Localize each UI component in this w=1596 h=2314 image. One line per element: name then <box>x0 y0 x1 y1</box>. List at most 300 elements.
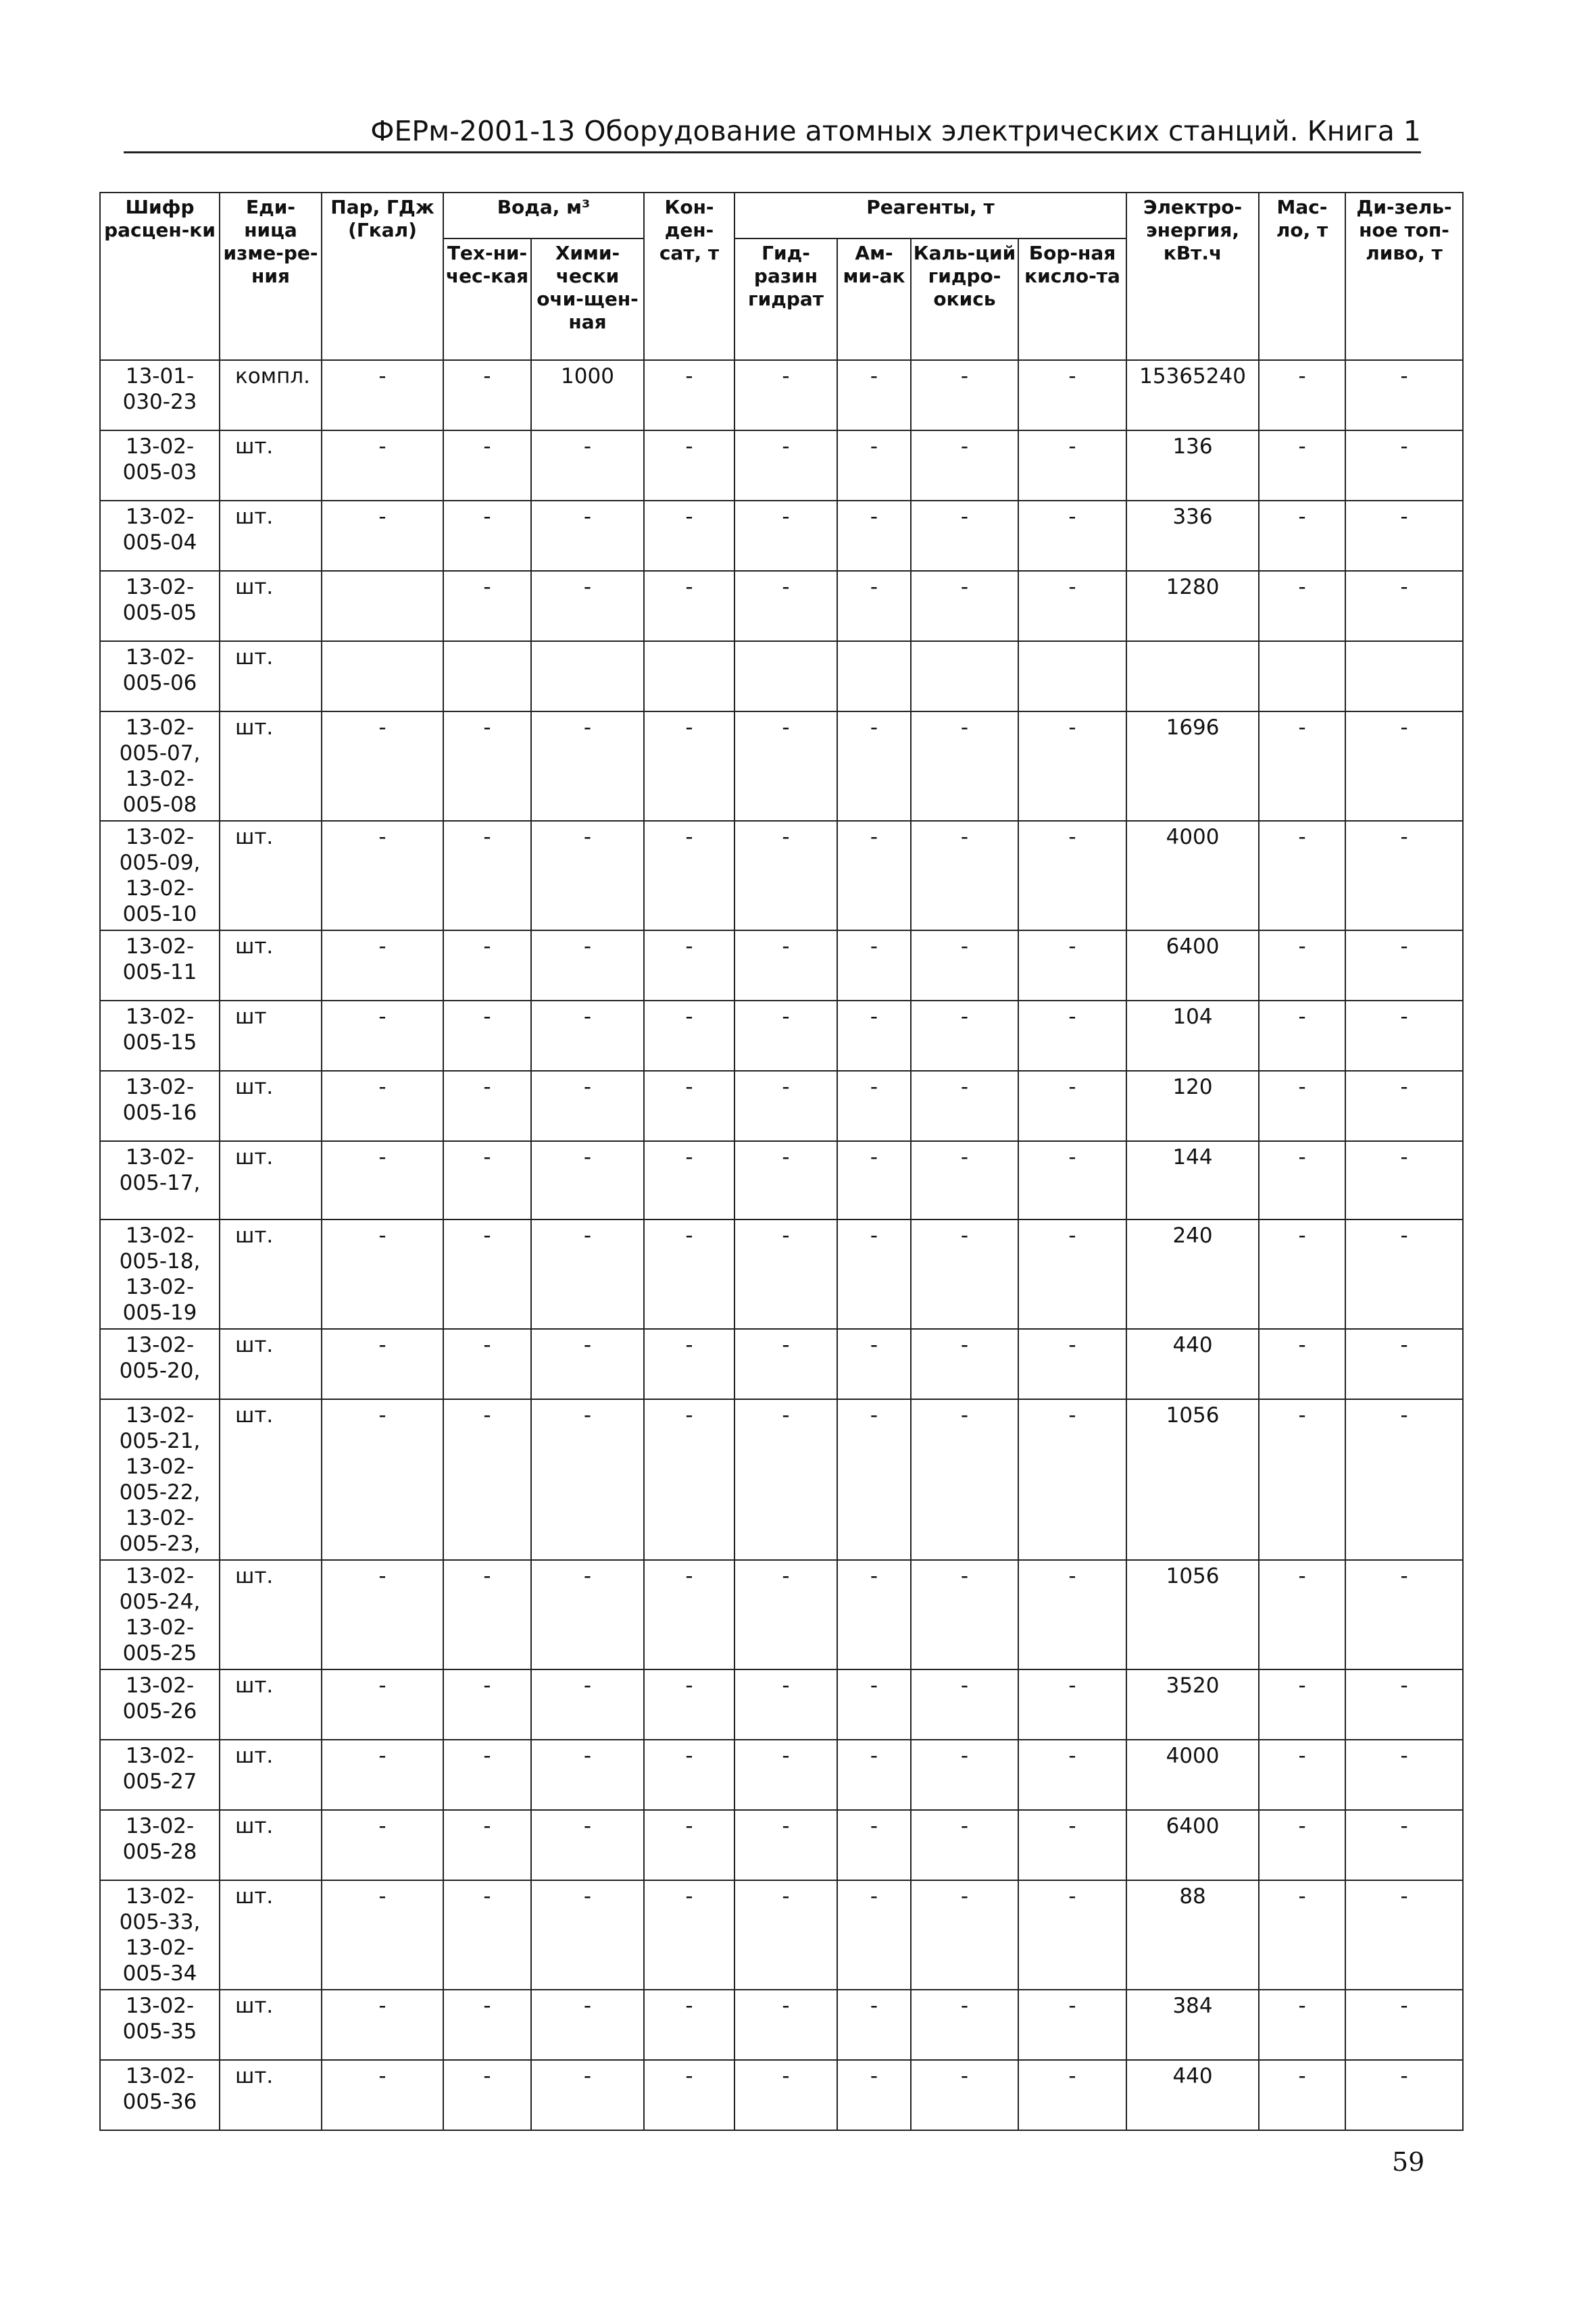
cell-water-chem: - <box>531 930 644 1001</box>
cell-steam: - <box>322 1669 443 1740</box>
header-code: Шифр расцен-ки <box>100 193 220 360</box>
cell-water-tech: - <box>443 1990 531 2060</box>
cell-condensate: - <box>644 1669 734 1740</box>
cell-ammonia: - <box>837 1141 911 1219</box>
cell-ammonia: - <box>837 571 911 641</box>
cell-oil: - <box>1259 1990 1345 2060</box>
cell-unit: шт. <box>220 1880 322 1990</box>
cell-steam <box>322 641 443 711</box>
cell-boric: - <box>1018 1560 1126 1669</box>
cell-unit: шт. <box>220 1399 322 1560</box>
cell-hydrazine: - <box>734 2060 837 2130</box>
table-row <box>100 1810 1463 1880</box>
cell-water-tech: - <box>443 501 531 571</box>
cell-steam: - <box>322 360 443 430</box>
table-row <box>100 501 1463 571</box>
cell-unit: шт. <box>220 930 322 1001</box>
cell-water-chem: - <box>531 1399 644 1560</box>
cell-water-tech: - <box>443 1141 531 1219</box>
cell-steam: - <box>322 2060 443 2130</box>
page-number: 59 <box>1392 2147 1425 2177</box>
cell-boric: - <box>1018 571 1126 641</box>
cell-oil: - <box>1259 501 1345 571</box>
cell-water-tech: - <box>443 571 531 641</box>
cell-diesel: - <box>1345 1399 1463 1560</box>
cell-electricity: 120 <box>1126 1071 1259 1141</box>
cell-water-chem: 1000 <box>531 360 644 430</box>
cell-water-tech: - <box>443 711 531 821</box>
cell-code: 13-02-005-35 <box>100 1990 220 2060</box>
cell-ammonia: - <box>837 711 911 821</box>
cell-calcium: - <box>911 821 1018 930</box>
cell-code: 13-02-005-27 <box>100 1740 220 1810</box>
cell-steam: - <box>322 1880 443 1990</box>
cell-water-tech: - <box>443 1880 531 1990</box>
cell-calcium: - <box>911 1071 1018 1141</box>
cell-code: 13-02-005-15 <box>100 1001 220 1071</box>
cell-boric: - <box>1018 430 1126 501</box>
cell-oil: - <box>1259 1141 1345 1219</box>
cell-code: 13-02-005-21, 13-02-005-22, 13-02-005-23, <box>100 1399 220 1560</box>
header-steam: Пар, ГДж (Гкал) <box>322 193 443 360</box>
header-water-chemical: Хими-чески очи-щен-ная <box>531 238 644 360</box>
cell-water-chem: - <box>531 571 644 641</box>
cell-condensate: - <box>644 501 734 571</box>
cell-boric: - <box>1018 1219 1126 1329</box>
cell-steam: - <box>322 430 443 501</box>
cell-hydrazine: - <box>734 1001 837 1071</box>
cell-hydrazine: - <box>734 1810 837 1880</box>
cell-calcium: - <box>911 1219 1018 1329</box>
cell-code: 13-02-005-06 <box>100 641 220 711</box>
cell-condensate: - <box>644 1560 734 1669</box>
page-header-title: ФЕРм-2001-13 Оборудование атомных электрических станций. Книга 1 <box>124 115 1421 153</box>
cell-water-chem: - <box>531 1071 644 1141</box>
cell-hydrazine: - <box>734 430 837 501</box>
cell-hydrazine: - <box>734 1329 837 1399</box>
cell-ammonia: - <box>837 360 911 430</box>
cell-code: 13-02-005-09, 13-02-005-10 <box>100 821 220 930</box>
cell-hydrazine: - <box>734 821 837 930</box>
cell-code: 13-02-005-07, 13-02-005-08 <box>100 711 220 821</box>
cell-diesel: - <box>1345 930 1463 1001</box>
cell-condensate <box>644 641 734 711</box>
cell-water-tech: - <box>443 1219 531 1329</box>
cell-electricity: 136 <box>1126 430 1259 501</box>
cell-ammonia: - <box>837 1399 911 1560</box>
table-row <box>100 2060 1463 2130</box>
cell-water-tech: - <box>443 360 531 430</box>
cell-water-tech: - <box>443 1329 531 1399</box>
cell-unit: шт. <box>220 821 322 930</box>
header-electricity: Электро-энергия, кВт.ч <box>1126 193 1259 360</box>
cell-code: 13-02-005-18, 13-02-005-19 <box>100 1219 220 1329</box>
cell-condensate: - <box>644 711 734 821</box>
table-header <box>100 193 1463 360</box>
cell-oil: - <box>1259 1001 1345 1071</box>
cell-unit: шт. <box>220 501 322 571</box>
table-row <box>100 1141 1463 1219</box>
cell-oil: - <box>1259 821 1345 930</box>
cell-water-chem <box>531 641 644 711</box>
table-row <box>100 641 1463 711</box>
cell-water-chem: - <box>531 1001 644 1071</box>
cell-ammonia: - <box>837 1669 911 1740</box>
header-unit: Еди-ница изме-ре-ния <box>220 193 322 360</box>
cell-boric: - <box>1018 1880 1126 1990</box>
cell-steam: - <box>322 1740 443 1810</box>
cell-diesel: - <box>1345 1141 1463 1219</box>
table-row <box>100 711 1463 821</box>
cell-steam: - <box>322 821 443 930</box>
cell-oil: - <box>1259 571 1345 641</box>
cell-oil: - <box>1259 2060 1345 2130</box>
cell-condensate: - <box>644 1329 734 1399</box>
cell-electricity: 6400 <box>1126 930 1259 1001</box>
cell-code: 13-02-005-33, 13-02-005-34 <box>100 1880 220 1990</box>
cell-condensate: - <box>644 1141 734 1219</box>
cell-unit: шт. <box>220 1071 322 1141</box>
cell-oil: - <box>1259 430 1345 501</box>
cell-boric: - <box>1018 930 1126 1001</box>
cell-steam: - <box>322 1071 443 1141</box>
table-row <box>100 1329 1463 1399</box>
cell-unit: шт. <box>220 430 322 501</box>
cell-code: 13-02-005-05 <box>100 571 220 641</box>
cell-diesel: - <box>1345 1740 1463 1810</box>
cell-oil <box>1259 641 1345 711</box>
cell-unit: шт. <box>220 1990 322 2060</box>
cell-water-chem: - <box>531 501 644 571</box>
cell-calcium: - <box>911 1740 1018 1810</box>
cell-electricity: 336 <box>1126 501 1259 571</box>
cell-diesel: - <box>1345 360 1463 430</box>
cell-diesel: - <box>1345 1990 1463 2060</box>
cell-hydrazine: - <box>734 1399 837 1560</box>
cell-oil: - <box>1259 1810 1345 1880</box>
cell-diesel: - <box>1345 1810 1463 1880</box>
cell-hydrazine: - <box>734 501 837 571</box>
cell-condensate: - <box>644 1810 734 1880</box>
cell-code: 13-02-005-17, <box>100 1141 220 1219</box>
cell-hydrazine: - <box>734 571 837 641</box>
cell-boric: - <box>1018 1001 1126 1071</box>
cell-ammonia: - <box>837 1560 911 1669</box>
cell-oil: - <box>1259 1071 1345 1141</box>
cell-electricity: 1056 <box>1126 1560 1259 1669</box>
cell-calcium: - <box>911 711 1018 821</box>
cell-ammonia: - <box>837 1810 911 1880</box>
cell-condensate: - <box>644 930 734 1001</box>
cell-calcium: - <box>911 2060 1018 2130</box>
cell-oil: - <box>1259 1880 1345 1990</box>
cell-steam: - <box>322 1810 443 1880</box>
cell-water-tech: - <box>443 430 531 501</box>
cell-calcium: - <box>911 1810 1018 1880</box>
cell-unit: шт. <box>220 1560 322 1669</box>
cell-unit: шт. <box>220 1219 322 1329</box>
cell-calcium <box>911 641 1018 711</box>
cell-ammonia: - <box>837 501 911 571</box>
cell-boric: - <box>1018 2060 1126 2130</box>
cell-boric: - <box>1018 501 1126 571</box>
cell-unit: шт. <box>220 1141 322 1219</box>
cell-oil: - <box>1259 1219 1345 1329</box>
cell-calcium: - <box>911 430 1018 501</box>
cell-steam: - <box>322 1219 443 1329</box>
cell-water-chem: - <box>531 1329 644 1399</box>
cell-boric: - <box>1018 1399 1126 1560</box>
cell-water-chem: - <box>531 1990 644 2060</box>
table-row <box>100 1669 1463 1740</box>
cell-electricity: 440 <box>1126 1329 1259 1399</box>
header-calcium: Каль-ций гидро-окись <box>911 238 1018 360</box>
cell-oil: - <box>1259 930 1345 1001</box>
header-oil: Мас-ло, т <box>1259 193 1345 360</box>
table-row <box>100 1399 1463 1560</box>
cell-boric: - <box>1018 711 1126 821</box>
resource-table <box>99 192 1464 2131</box>
cell-steam: - <box>322 1399 443 1560</box>
table-row <box>100 1001 1463 1071</box>
cell-diesel: - <box>1345 1880 1463 1990</box>
table-row <box>100 821 1463 930</box>
cell-steam: - <box>322 1001 443 1071</box>
header-ammonia: Ам-ми-ак <box>837 238 911 360</box>
cell-condensate: - <box>644 1740 734 1810</box>
table-row <box>100 571 1463 641</box>
cell-electricity: 384 <box>1126 1990 1259 2060</box>
cell-water-chem: - <box>531 821 644 930</box>
cell-ammonia: - <box>837 430 911 501</box>
cell-ammonia: - <box>837 1219 911 1329</box>
cell-diesel: - <box>1345 501 1463 571</box>
table-row <box>100 1560 1463 1669</box>
cell-unit: компл. <box>220 360 322 430</box>
table-row <box>100 1990 1463 2060</box>
cell-code: 13-02-005-28 <box>100 1810 220 1880</box>
cell-hydrazine: - <box>734 1669 837 1740</box>
cell-water-tech: - <box>443 2060 531 2130</box>
cell-condensate: - <box>644 1001 734 1071</box>
cell-boric: - <box>1018 1740 1126 1810</box>
cell-electricity <box>1126 641 1259 711</box>
table-body <box>100 360 1463 2130</box>
cell-code: 13-02-005-20, <box>100 1329 220 1399</box>
cell-unit: шт. <box>220 1810 322 1880</box>
cell-boric <box>1018 641 1126 711</box>
cell-oil: - <box>1259 360 1345 430</box>
cell-unit: шт. <box>220 571 322 641</box>
cell-water-chem: - <box>531 1219 644 1329</box>
cell-condensate: - <box>644 1071 734 1141</box>
table-row <box>100 930 1463 1001</box>
cell-water-tech: - <box>443 821 531 930</box>
cell-code: 13-02-005-03 <box>100 430 220 501</box>
cell-hydrazine: - <box>734 1990 837 2060</box>
cell-steam: - <box>322 930 443 1001</box>
cell-steam: - <box>322 1990 443 2060</box>
cell-condensate: - <box>644 360 734 430</box>
cell-hydrazine: - <box>734 711 837 821</box>
cell-condensate: - <box>644 2060 734 2130</box>
table-row <box>100 1880 1463 1990</box>
cell-oil: - <box>1259 711 1345 821</box>
cell-water-chem: - <box>531 1740 644 1810</box>
cell-calcium: - <box>911 501 1018 571</box>
cell-calcium: - <box>911 360 1018 430</box>
cell-electricity: 88 <box>1126 1880 1259 1990</box>
cell-hydrazine: - <box>734 1219 837 1329</box>
cell-water-chem: - <box>531 1141 644 1219</box>
cell-oil: - <box>1259 1329 1345 1399</box>
cell-hydrazine: - <box>734 1071 837 1141</box>
cell-unit: шт. <box>220 641 322 711</box>
cell-diesel: - <box>1345 1329 1463 1399</box>
cell-unit: шт <box>220 1001 322 1071</box>
table-row <box>100 1219 1463 1329</box>
cell-calcium: - <box>911 1560 1018 1669</box>
cell-ammonia <box>837 641 911 711</box>
cell-condensate: - <box>644 1880 734 1990</box>
table-row <box>100 360 1463 430</box>
cell-electricity: 1280 <box>1126 571 1259 641</box>
cell-water-tech: - <box>443 1001 531 1071</box>
cell-ammonia: - <box>837 1740 911 1810</box>
cell-condensate: - <box>644 1219 734 1329</box>
cell-hydrazine: - <box>734 1141 837 1219</box>
cell-ammonia: - <box>837 821 911 930</box>
cell-electricity: 440 <box>1126 2060 1259 2130</box>
cell-water-chem: - <box>531 1560 644 1669</box>
cell-water-chem: - <box>531 2060 644 2130</box>
cell-diesel: - <box>1345 1219 1463 1329</box>
cell-boric: - <box>1018 1669 1126 1740</box>
cell-unit: шт. <box>220 1669 322 1740</box>
cell-diesel: - <box>1345 1001 1463 1071</box>
cell-hydrazine: - <box>734 360 837 430</box>
table-row <box>100 1740 1463 1810</box>
cell-calcium: - <box>911 1399 1018 1560</box>
cell-electricity: 4000 <box>1126 821 1259 930</box>
header-boric-acid: Бор-ная кисло-та <box>1018 238 1126 360</box>
cell-boric: - <box>1018 360 1126 430</box>
cell-calcium: - <box>911 1329 1018 1399</box>
cell-calcium: - <box>911 1141 1018 1219</box>
cell-diesel: - <box>1345 1669 1463 1740</box>
cell-oil: - <box>1259 1560 1345 1669</box>
cell-electricity: 1696 <box>1126 711 1259 821</box>
cell-unit: шт. <box>220 1329 322 1399</box>
cell-water-tech: - <box>443 1740 531 1810</box>
cell-oil: - <box>1259 1669 1345 1740</box>
cell-condensate: - <box>644 1990 734 2060</box>
cell-water-tech: - <box>443 930 531 1001</box>
cell-oil: - <box>1259 1740 1345 1810</box>
cell-hydrazine: - <box>734 930 837 1001</box>
cell-diesel: - <box>1345 1560 1463 1669</box>
cell-water-tech: - <box>443 1071 531 1141</box>
cell-condensate: - <box>644 1399 734 1560</box>
cell-calcium: - <box>911 930 1018 1001</box>
cell-diesel: - <box>1345 821 1463 930</box>
cell-boric: - <box>1018 1071 1126 1141</box>
cell-water-tech: - <box>443 1560 531 1669</box>
cell-diesel: - <box>1345 711 1463 821</box>
cell-calcium: - <box>911 1001 1018 1071</box>
cell-water-chem: - <box>531 430 644 501</box>
cell-calcium: - <box>911 1669 1018 1740</box>
cell-calcium: - <box>911 1990 1018 2060</box>
cell-diesel: - <box>1345 2060 1463 2130</box>
cell-code: 13-02-005-04 <box>100 501 220 571</box>
cell-electricity: 144 <box>1126 1141 1259 1219</box>
header-water-technical: Тех-ни-чес-кая <box>443 238 531 360</box>
cell-code: 13-02-005-24, 13-02-005-25 <box>100 1560 220 1669</box>
cell-steam: - <box>322 711 443 821</box>
header-hydrazine: Гид-разин гидрат <box>734 238 837 360</box>
cell-hydrazine: - <box>734 1560 837 1669</box>
cell-calcium: - <box>911 1880 1018 1990</box>
cell-steam: - <box>322 1329 443 1399</box>
cell-ammonia: - <box>837 1001 911 1071</box>
cell-condensate: - <box>644 571 734 641</box>
cell-boric: - <box>1018 1810 1126 1880</box>
cell-calcium: - <box>911 571 1018 641</box>
cell-water-tech: - <box>443 1399 531 1560</box>
cell-water-tech <box>443 641 531 711</box>
cell-diesel <box>1345 641 1463 711</box>
cell-electricity: 104 <box>1126 1001 1259 1071</box>
cell-diesel: - <box>1345 571 1463 641</box>
cell-hydrazine: - <box>734 1740 837 1810</box>
cell-water-chem: - <box>531 1880 644 1990</box>
header-reagents: Реагенты, т <box>734 193 1126 238</box>
cell-electricity: 15365240 <box>1126 360 1259 430</box>
cell-electricity: 3520 <box>1126 1669 1259 1740</box>
cell-boric: - <box>1018 1990 1126 2060</box>
cell-boric: - <box>1018 1329 1126 1399</box>
cell-code: 13-02-005-16 <box>100 1071 220 1141</box>
cell-ammonia: - <box>837 1880 911 1990</box>
cell-steam: - <box>322 1560 443 1669</box>
cell-ammonia: - <box>837 1990 911 2060</box>
cell-electricity: 4000 <box>1126 1740 1259 1810</box>
cell-diesel: - <box>1345 430 1463 501</box>
cell-hydrazine <box>734 641 837 711</box>
cell-electricity: 240 <box>1126 1219 1259 1329</box>
cell-diesel: - <box>1345 1071 1463 1141</box>
cell-ammonia: - <box>837 930 911 1001</box>
table-row <box>100 430 1463 501</box>
header-water: Вода, м³ <box>443 193 644 238</box>
table-row <box>100 1071 1463 1141</box>
cell-water-chem: - <box>531 1810 644 1880</box>
cell-ammonia: - <box>837 2060 911 2130</box>
cell-unit: шт. <box>220 2060 322 2130</box>
cell-steam: - <box>322 1141 443 1219</box>
cell-water-tech: - <box>443 1669 531 1740</box>
header-diesel: Ди-зель-ное топ-ливо, т <box>1345 193 1463 360</box>
cell-ammonia: - <box>837 1071 911 1141</box>
cell-hydrazine: - <box>734 1880 837 1990</box>
cell-code: 13-01-030-23 <box>100 360 220 430</box>
cell-unit: шт. <box>220 1740 322 1810</box>
cell-boric: - <box>1018 1141 1126 1219</box>
header-condensate: Кон-ден-сат, т <box>644 193 734 360</box>
cell-steam: - <box>322 501 443 571</box>
cell-steam <box>322 571 443 641</box>
